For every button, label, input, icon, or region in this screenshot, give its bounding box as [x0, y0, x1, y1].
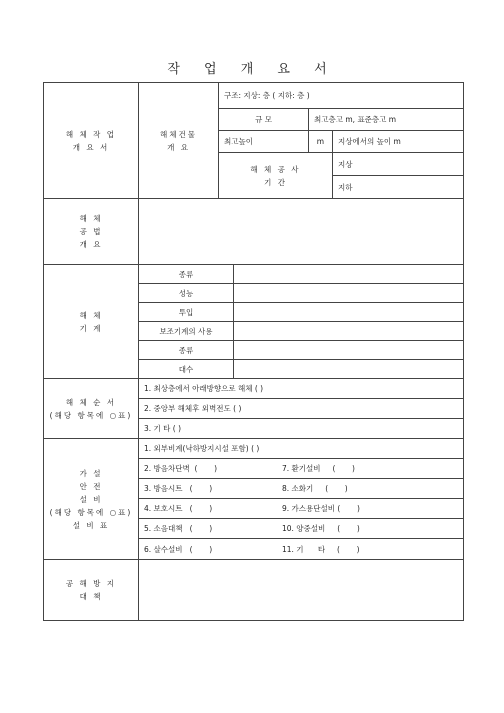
safety-option[interactable]: 9. 가스용단설비 ( ) [282, 504, 360, 513]
machine-row-value[interactable] [234, 322, 464, 341]
safety-option[interactable]: 5. 소음대책 ( ) [144, 524, 213, 533]
overview-form-table [43, 82, 464, 621]
demolition-machine-label: 해 체 기 계 [44, 265, 139, 379]
safety-option-row [139, 459, 464, 479]
machine-row-label: 대수 [139, 360, 234, 379]
scale-label: 규 모 [219, 109, 309, 131]
machine-row-label: 투입 [139, 303, 234, 322]
building-overview-label: 해체건물 개 요 [139, 83, 219, 199]
period-underground-field[interactable]: 지하 [333, 176, 464, 199]
sequence-option[interactable]: 2. 중앙부 해체후 외벽전도 ( ) [139, 399, 464, 419]
machine-row-value[interactable] [234, 284, 464, 303]
safety-option[interactable]: 7. 환기설비 ( ) [282, 464, 355, 473]
machine-row-value[interactable] [234, 303, 464, 322]
safety-option-row [139, 539, 464, 560]
period-above-ground-field[interactable]: 지상 [333, 153, 464, 176]
safety-option[interactable]: 2. 방음차단벽 ( ) [144, 464, 218, 473]
safety-option[interactable]: 3. 방음시트 ( ) [144, 484, 213, 493]
machine-row-value[interactable] [234, 341, 464, 360]
safety-option-row [139, 519, 464, 539]
safety-option-row [139, 499, 464, 519]
demolition-method-label: 해 체 공 법 개 요 [44, 199, 139, 265]
max-height-unit[interactable]: m [309, 131, 333, 153]
above-ground-height-field[interactable]: 지상에서의 높이 m [333, 131, 464, 153]
demolition-overview-label: 해 체 작 업 개 요 서 [44, 83, 139, 199]
structure-field[interactable]: 구조: 지상: 층 ( 지하: 층 ) [219, 83, 464, 109]
temporary-safety-equipment-label: 가 설 안 전 설 비 (해당 항목에 ○표) 설 비 표 [44, 439, 139, 560]
machine-row-label: 종류 [139, 341, 234, 360]
pollution-prevention-label: 공 해 방 지 대 책 [44, 560, 139, 621]
safety-option[interactable]: 10. 양중설비 ( ) [282, 524, 360, 533]
demolition-period-label: 해 체 공 사 기 간 [219, 153, 333, 199]
machine-row-value[interactable] [234, 265, 464, 284]
sequence-option[interactable]: 1. 최상층에서 아래방향으로 해체 ( ) [139, 379, 464, 399]
machine-row-value[interactable] [234, 360, 464, 379]
machine-row-label: 성능 [139, 284, 234, 303]
scale-field[interactable]: 최고층고 m, 표준층고 m [309, 109, 464, 131]
safety-option[interactable]: 6. 살수설비 ( ) [144, 544, 213, 554]
safety-option[interactable]: 4. 보호시트 ( ) [144, 504, 213, 513]
max-height-label: 최고높이 [219, 131, 309, 153]
machine-row-label: 종류 [139, 265, 234, 284]
safety-option[interactable]: 8. 소화기 ( ) [282, 484, 348, 493]
safety-option[interactable]: 1. 외부비계(낙하방지시설 포함) ( ) [139, 439, 464, 459]
pollution-prevention-field[interactable] [139, 560, 464, 621]
machine-row-label: 보조기계의 사용 [139, 322, 234, 341]
demolition-method-field[interactable] [139, 199, 464, 265]
demolition-sequence-label: 해 체 순 서 (해당 항목에 ○표) [44, 379, 139, 439]
safety-option[interactable]: 11. 기 타 ( ) [282, 544, 360, 554]
document-title: 작 업 개 요 서 [167, 62, 337, 77]
safety-option-row [139, 479, 464, 499]
sequence-option[interactable]: 3. 기 타 ( ) [139, 419, 464, 439]
